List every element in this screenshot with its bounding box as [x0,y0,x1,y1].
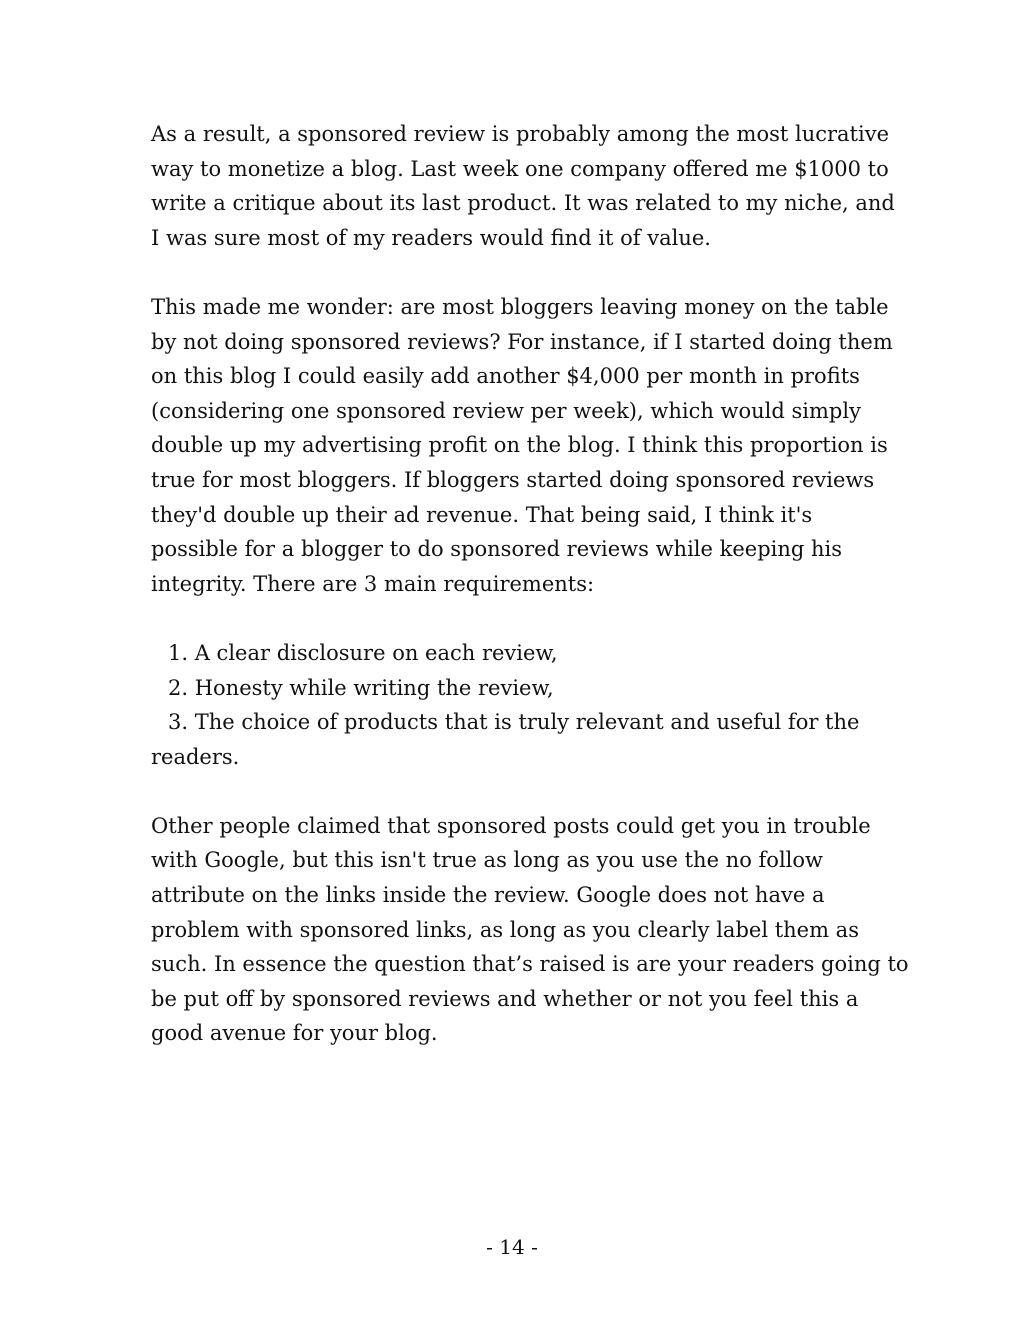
paragraph-bloggers-leaving-money [151,290,893,601]
list-item: 3. The choice of products that is truly relevant and useful for the [168,710,860,735]
list-item: 2. Honesty while writing the review, [168,675,554,700]
text-line: by not doing sponsored reviews? For instance, if I started doing them [151,329,893,354]
text-line: I was sure most of my readers would find it of value. [151,225,711,250]
text-line: true for most bloggers. If bloggers started doing sponsored reviews [151,467,875,492]
paragraph-sponsored-review-income [151,117,895,255]
text-line: possible for a blogger to do sponsored reviews while keeping his [151,537,843,562]
text-line: they'd double up their ad revenue. That being said, I think it's [151,502,813,527]
text-line: double up my advertising profit on the blog. I think this proportion is [151,433,888,458]
text-line: As a result, a sponsored review is probably among the most lucrative [151,122,889,146]
list-item: 1. A clear disclosure on each review, [168,640,558,665]
text-line: integrity. There are 3 main requirements: [151,571,595,596]
text-line: with Google, but this isn't true as long as you use the no follow [151,848,823,873]
text-line: problem with sponsored links, as long as you clearly label them as [151,917,859,942]
text-line: on this blog I could easily add another $4,000 per month in profits [151,364,860,389]
text-line: Other people claimed that sponsored posts could get you in trouble [151,813,871,838]
paragraph-google-sponsored-links [151,809,909,1051]
requirements-list [151,636,881,774]
text-line: write a critique about its last product. It was related to my niche, and [151,191,895,216]
text-line: attribute on the links inside the review. Google does not have a [151,883,825,908]
paragraph-spacer [151,601,881,636]
paragraph-spacer [151,255,881,290]
page-body [151,117,909,1051]
text-line: such. In essence the question that’s raised is are your readers going to [151,952,909,977]
text-line: This made me wonder: are most bloggers leaving money on the table [151,294,889,319]
list-item-continuation: readers. [151,744,240,769]
page-number: - 14 - [486,1235,538,1259]
text-line: (considering one sponsored review per week), which would simply [151,398,861,423]
text-line: be put off by sponsored reviews and whether or not you feel this a [151,986,859,1011]
text-line: way to monetize a blog. Last week one company offered me $1000 to [151,156,889,181]
paragraph-spacer [151,774,881,809]
text-line: good avenue for your blog. [151,1021,438,1046]
